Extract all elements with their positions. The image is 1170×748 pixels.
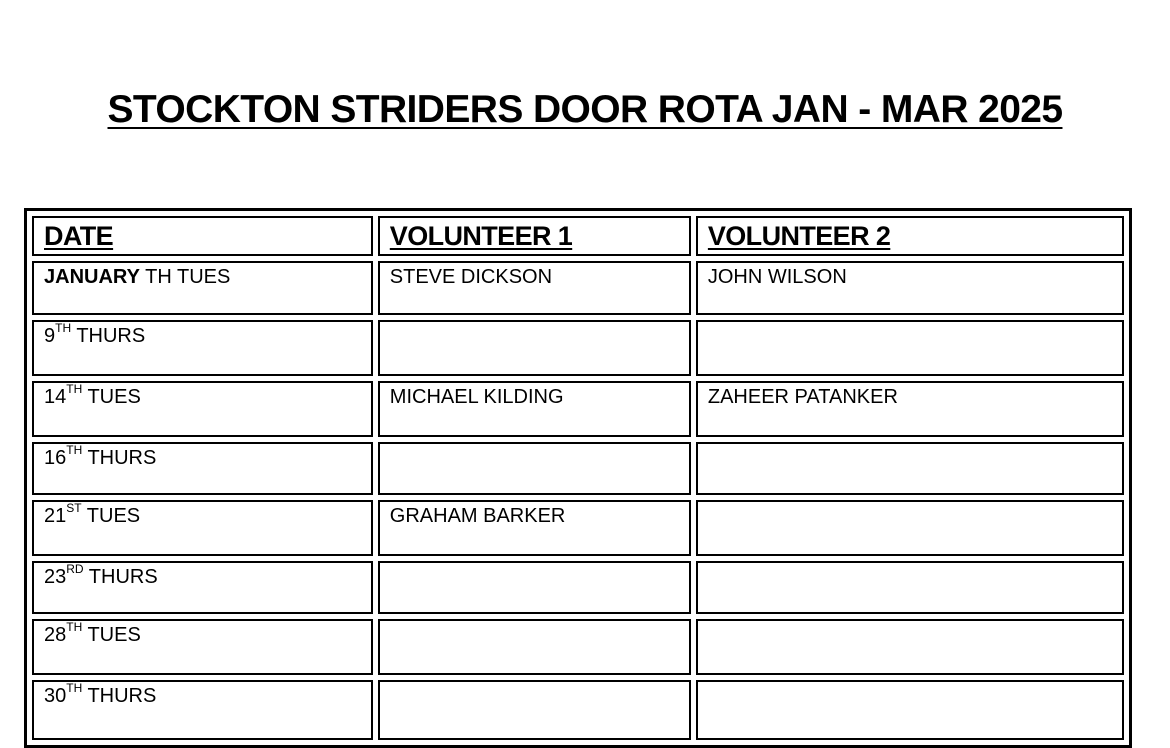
day-number: 21 (44, 505, 67, 527)
volunteer-2-cell (696, 619, 1124, 675)
table-row (32, 500, 1124, 556)
header-volunteer-2: VOLUNTEER 2 (696, 216, 1124, 256)
volunteer-2-cell: ZAHEER PATANKER (696, 381, 1124, 437)
day-suffix: TH (66, 681, 83, 696)
date-cell (32, 561, 373, 614)
table-row (32, 619, 1124, 675)
day-suffix: ST (66, 501, 82, 516)
day-number: 14 (44, 386, 67, 408)
volunteer-2-cell (696, 680, 1124, 740)
day-suffix: TH (66, 382, 83, 397)
day-suffix: TH (66, 620, 83, 635)
day-number: 28 (44, 624, 67, 646)
date-cell (32, 320, 373, 376)
date-cell (32, 381, 373, 437)
day-suffix: TH (66, 443, 83, 458)
volunteer-1-cell (378, 680, 691, 740)
weekday: THURS (88, 566, 158, 588)
volunteer-1-cell (378, 320, 691, 376)
weekday: TUES (87, 624, 141, 646)
table-row (32, 381, 1124, 437)
date-cell (32, 619, 373, 675)
table-row (32, 561, 1124, 614)
volunteer-1-cell (378, 442, 691, 495)
day-suffix: TH (145, 266, 172, 288)
volunteer-2-cell (696, 500, 1124, 556)
date-cell (32, 680, 373, 740)
date-cell (32, 261, 373, 315)
table-row (32, 320, 1124, 376)
day-suffix: RD (66, 562, 84, 577)
table-header-row (32, 216, 1124, 256)
volunteer-2-cell: JOHN WILSON (696, 261, 1124, 315)
volunteer-1-cell: GRAHAM BARKER (378, 500, 691, 556)
weekday: THURS (87, 685, 157, 707)
day-number: 9 (44, 325, 56, 347)
day-suffix: TH (55, 321, 72, 336)
volunteer-1-cell (378, 619, 691, 675)
date-cell (32, 500, 373, 556)
header-volunteer-1: VOLUNTEER 1 (378, 216, 691, 256)
weekday: TUES (177, 266, 231, 288)
volunteer-2-cell (696, 320, 1124, 376)
day-number: 30 (44, 685, 67, 707)
weekday: TUES (87, 386, 141, 408)
volunteer-2-cell (696, 561, 1124, 614)
page-title: STOCKTON STRIDERS DOOR ROTA JAN - MAR 2025 (107, 88, 1063, 131)
volunteer-1-cell: MICHAEL KILDING (378, 381, 691, 437)
table-row (32, 442, 1124, 495)
table-row (32, 261, 1124, 315)
table-row (32, 680, 1124, 740)
weekday: THURS (76, 325, 146, 347)
header-date: DATE (32, 216, 373, 256)
volunteer-1-cell: STEVE DICKSON (378, 261, 691, 315)
door-rota-table (24, 208, 1132, 748)
day-number: 23 (44, 566, 67, 588)
volunteer-1-cell (378, 561, 691, 614)
weekday: TUES (86, 505, 141, 527)
date-cell (32, 442, 373, 495)
month-label: JANUARY (44, 266, 140, 288)
volunteer-2-cell (696, 442, 1124, 495)
day-number: 16 (44, 447, 67, 469)
weekday: THURS (87, 447, 157, 469)
